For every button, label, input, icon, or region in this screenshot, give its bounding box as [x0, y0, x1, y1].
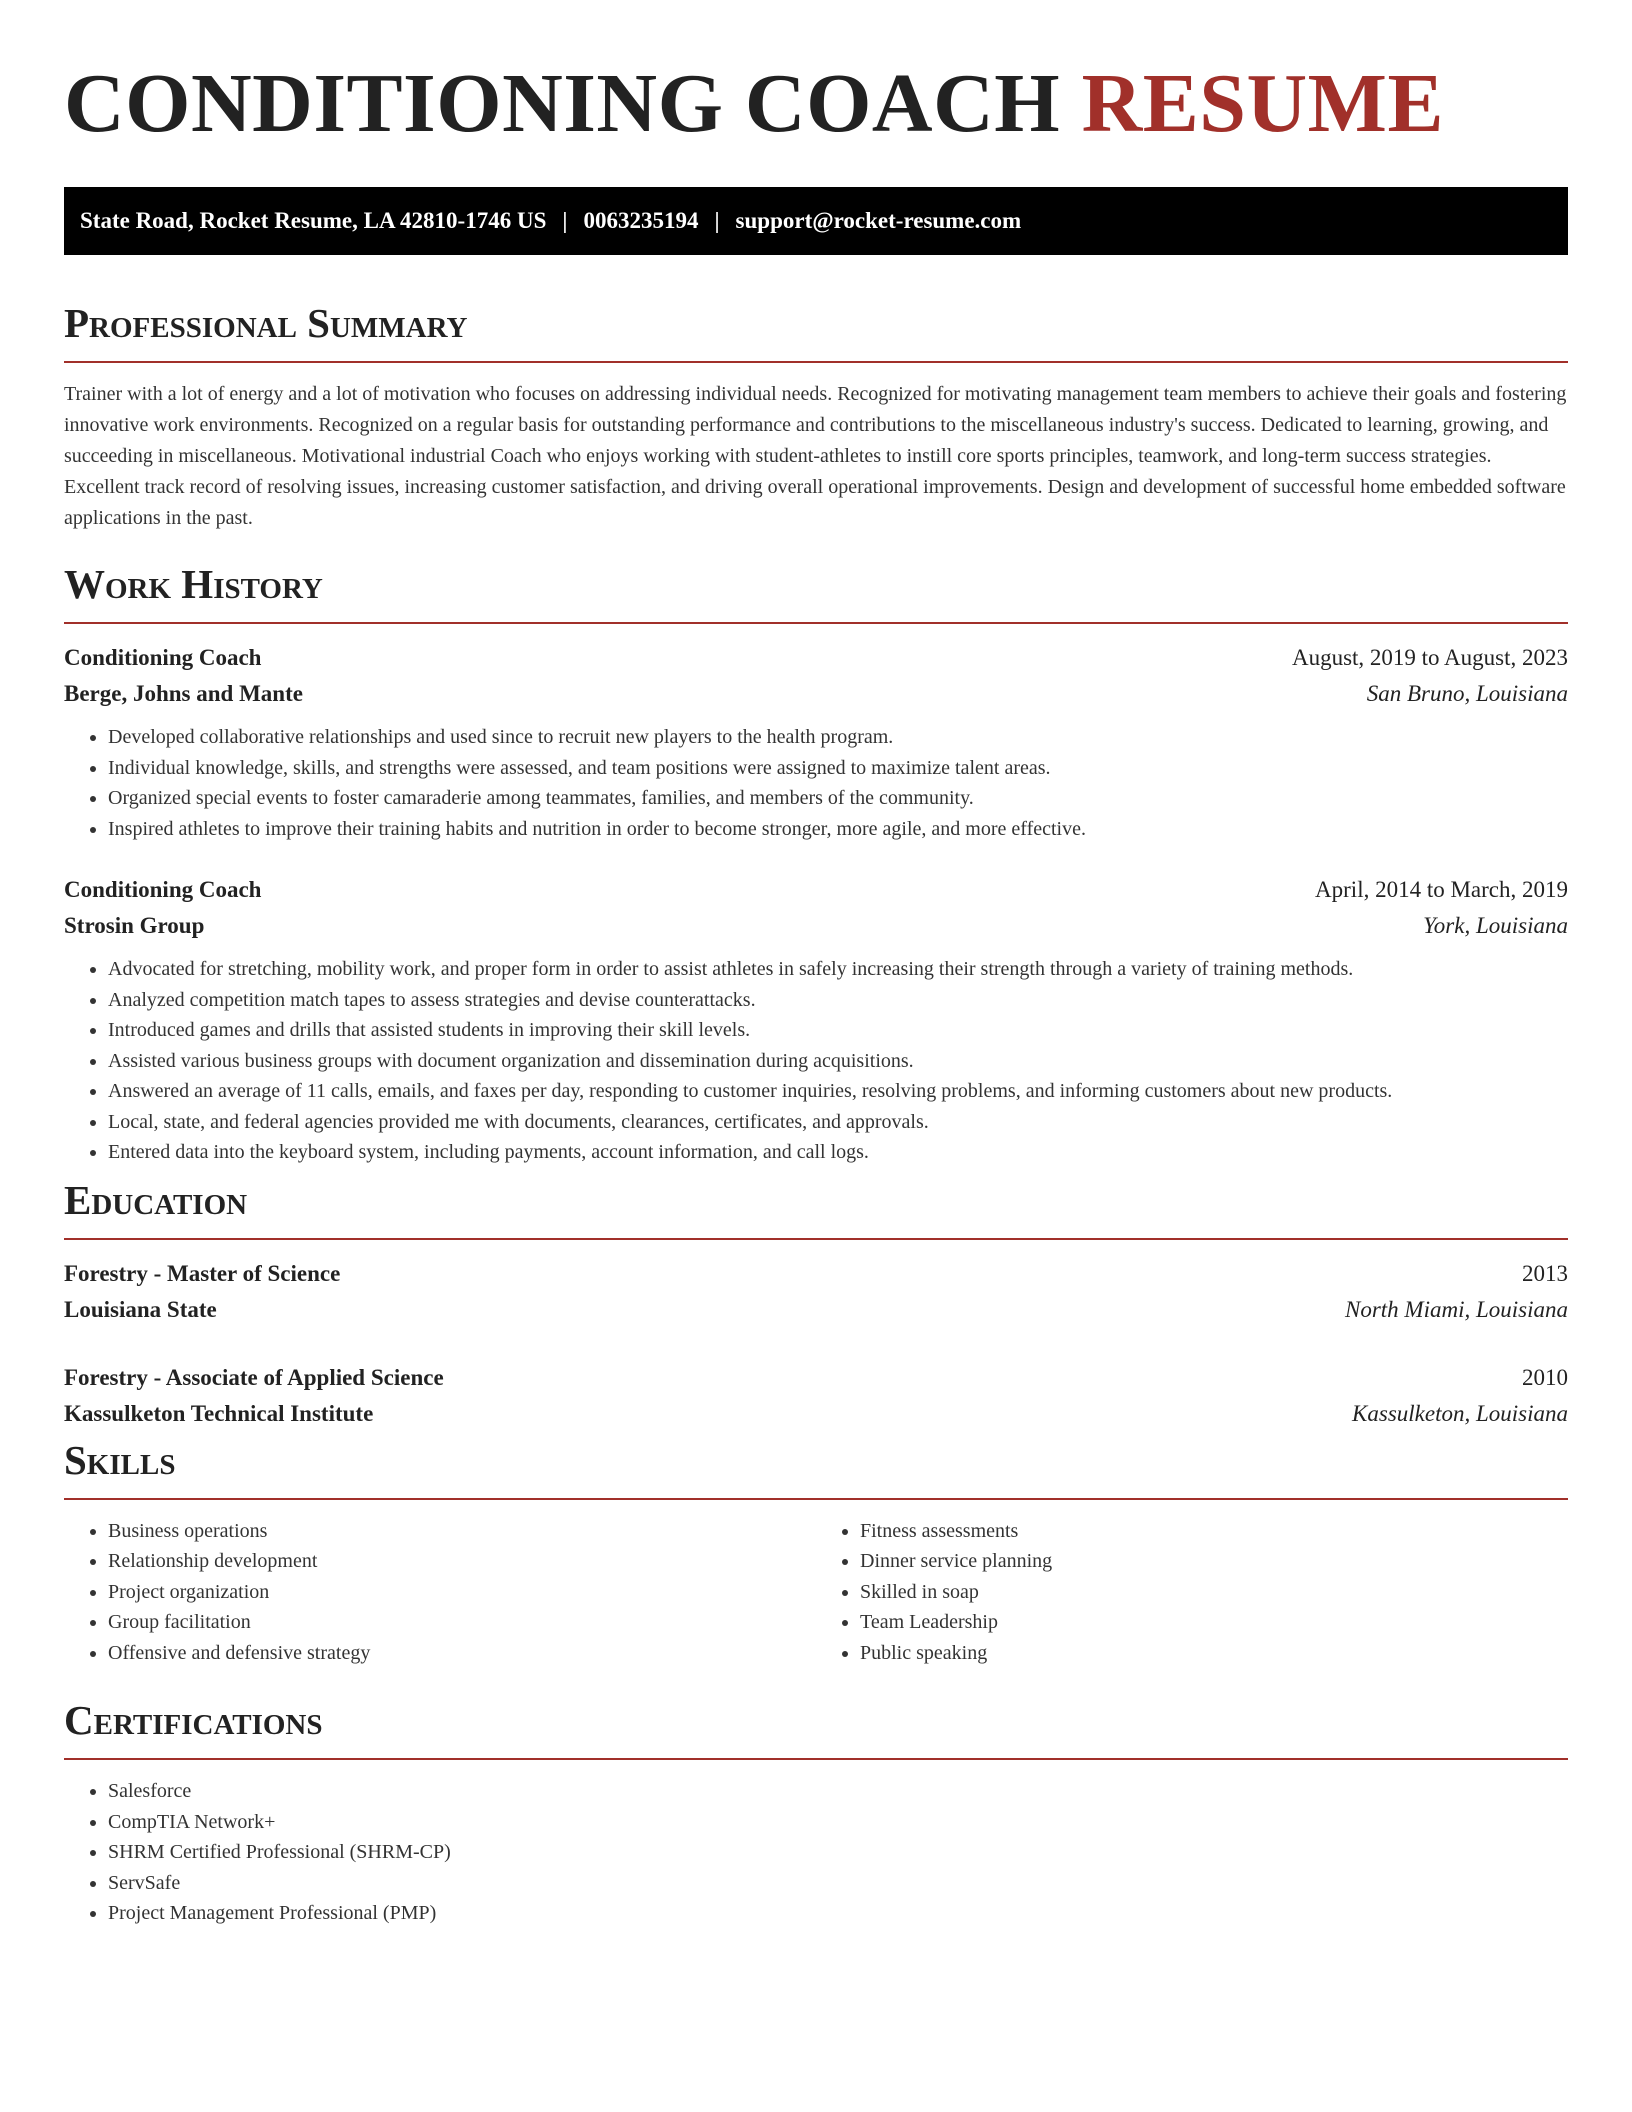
education-year: 2010	[1522, 1364, 1568, 1390]
job-title: Conditioning Coach	[64, 877, 262, 902]
education-entry	[64, 1360, 1568, 1432]
job-header-row	[64, 872, 1568, 908]
job-bullet: • Assisted various business groups with document organization and dissemination during acquisitions.	[108, 1046, 1568, 1077]
job-bullets	[64, 722, 1568, 844]
education-school: Louisiana State	[64, 1296, 217, 1322]
skill-item: • Fitness assessments	[860, 1516, 1568, 1547]
skill-item: • Skilled in soap	[860, 1577, 1568, 1608]
summary-text: Trainer with a lot of energy and a lot of motivation who focuses on addressing individual needs. Recognized for motivating management team members to achieve their goals and fostering innovative work environments. Recognized on a regular basis for outstanding performance and contributions to the miscellaneous industry's success. Dedicated to learning, growing, and succeeding in miscellaneous. Motivational industrial Coach who enjoys working with student-athletes to instill core sports principles, teamwork, and long-term success strategies. Excellent track record of resolving issues, increasing customer satisfaction, and driving overall operational improvements. Design and development of successful home embedded software applications in the past.	[64, 383, 1567, 529]
skill-item: • Project organization	[108, 1577, 816, 1608]
job-bullet: • Developed collaborative relationships and used since to recruit new players to the health program.	[108, 722, 1568, 753]
resume-title	[64, 56, 1568, 152]
job-title: Conditioning Coach	[64, 645, 262, 670]
education-school-row	[64, 1292, 1568, 1328]
job-company: Strosin Group	[64, 913, 205, 938]
contact-separator: |	[562, 208, 568, 233]
skills-section	[64, 1436, 1568, 1669]
skills-grid	[64, 1516, 1568, 1669]
contact-separator: |	[714, 208, 720, 233]
certification-item: • CompTIA Network+	[108, 1807, 1568, 1838]
certification-item: • Project Management Professional (PMP)	[108, 1898, 1568, 1929]
education-school-row	[64, 1396, 1568, 1432]
skill-item: • Group facilitation	[108, 1607, 816, 1638]
job-entry	[64, 640, 1568, 844]
work-history-section	[64, 560, 1568, 1168]
certification-item: • ServSafe	[108, 1868, 1568, 1899]
certification-item: • SHRM Certified Professional (SHRM-CP)	[108, 1837, 1568, 1868]
job-list	[64, 640, 1568, 1168]
job-bullet: • Analyzed competition match tapes to assess strategies and devise counterattacks.	[108, 985, 1568, 1016]
education-school: Kassulketon Technical Institute	[64, 1400, 374, 1426]
skill-item: • Offensive and defensive strategy	[108, 1638, 816, 1669]
skills-column-left	[64, 1516, 816, 1669]
section-divider	[64, 622, 1568, 624]
job-company-row	[64, 676, 1568, 712]
education-degree: Forestry - Master of Science	[64, 1260, 341, 1286]
section-heading: Work History	[64, 561, 323, 607]
job-location: San Bruno, Louisiana	[1366, 681, 1568, 706]
section-divider	[64, 1758, 1568, 1760]
skill-item: • Dinner service planning	[860, 1546, 1568, 1577]
job-bullet: • Answered an average of 11 calls, emails, and faxes per day, responding to customer inquiries, resolving problems, and informing customers about new products.	[108, 1076, 1568, 1107]
job-company: Berge, Johns and Mante	[64, 681, 303, 706]
job-bullet: • Inspired athletes to improve their training habits and nutrition in order to become stronger, more agile, and more effective.	[108, 814, 1568, 845]
title-main: CONDITIONING COACH	[64, 57, 1061, 150]
section-heading: Certifications	[64, 1697, 323, 1743]
section-divider	[64, 1238, 1568, 1240]
job-dates: August, 2019 to August, 2023	[1291, 645, 1568, 670]
job-bullet: • Individual knowledge, skills, and strengths were assessed, and team positions were assigned to maximize talent areas.	[108, 753, 1568, 784]
education-year: 2013	[1522, 1260, 1568, 1286]
title-accent: RESUME	[1081, 57, 1444, 150]
job-bullet: • Local, state, and federal agencies provided me with documents, clearances, certificates, and approvals.	[108, 1107, 1568, 1138]
education-entry	[64, 1256, 1568, 1328]
job-bullet: • Advocated for stretching, mobility work, and proper form in order to assist athletes in safely increasing their strength through a variety of training methods.	[108, 954, 1568, 985]
skill-item: • Relationship development	[108, 1546, 816, 1577]
section-heading: Education	[64, 1176, 248, 1223]
section-heading: Professional Summary	[64, 300, 468, 346]
contact-address: State Road, Rocket Resume, LA 42810-1746 US	[80, 208, 547, 233]
section-divider	[64, 361, 1568, 363]
skills-column-right	[816, 1516, 1568, 1669]
job-bullets	[64, 954, 1568, 1168]
certifications-section	[64, 1696, 1568, 1929]
education-degree: Forestry - Associate of Applied Science	[64, 1364, 444, 1390]
skill-item: • Team Leadership	[860, 1607, 1568, 1638]
certification-item: • Salesforce	[108, 1776, 1568, 1807]
education-section	[64, 1176, 1568, 1432]
job-bullet: • Organized special events to foster camaraderie among teammates, families, and members of the community.	[108, 783, 1568, 814]
education-header-row	[64, 1360, 1568, 1396]
certifications-list	[64, 1776, 1568, 1929]
summary-section	[64, 299, 1568, 534]
education-location: North Miami, Louisiana	[1344, 1296, 1568, 1322]
contact-email: support@rocket-resume.com	[735, 208, 1022, 233]
job-bullet: • Entered data into the keyboard system, including payments, account information, and call logs.	[108, 1137, 1568, 1168]
job-location: York, Louisiana	[1423, 913, 1568, 938]
section-heading: Skills	[64, 1436, 176, 1483]
education-list	[64, 1256, 1568, 1432]
skill-item: • Public speaking	[860, 1638, 1568, 1669]
job-entry	[64, 872, 1568, 1168]
education-location: Kassulketon, Louisiana	[1352, 1400, 1568, 1426]
contact-bar	[64, 187, 1568, 255]
contact-phone: 0063235194	[583, 208, 699, 233]
job-header-row	[64, 640, 1568, 676]
job-bullet: • Introduced games and drills that assisted students in improving their skill levels.	[108, 1015, 1568, 1046]
skill-item: • Business operations	[108, 1516, 816, 1547]
section-divider	[64, 1498, 1568, 1500]
job-dates: April, 2014 to March, 2019	[1315, 877, 1568, 902]
education-header-row	[64, 1256, 1568, 1292]
job-company-row	[64, 908, 1568, 944]
